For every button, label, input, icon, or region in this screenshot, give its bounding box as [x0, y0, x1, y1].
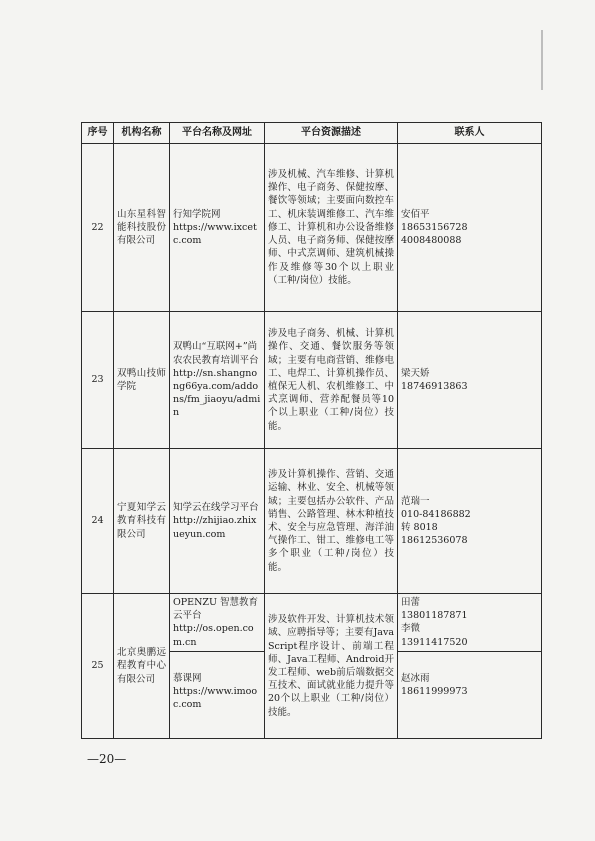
platform-name: 行知学院网 — [173, 208, 221, 220]
row-contact — [398, 594, 542, 739]
table-row — [82, 594, 542, 739]
contact-entry — [401, 365, 538, 395]
platform-name: 慕课网 — [173, 672, 202, 684]
platform-entry — [170, 651, 264, 738]
row-platform — [170, 594, 265, 739]
contact-line: 安佰平 — [401, 208, 430, 220]
platform-entry — [173, 499, 261, 543]
contact-line: 18653156728 — [401, 221, 468, 233]
contact-line: 13911417520 — [401, 636, 468, 648]
contact-line: 18746913863 — [401, 381, 468, 392]
page-number: —20— — [87, 752, 127, 766]
contact-line: 18612536078 — [401, 535, 468, 547]
header-org: 机构名称 — [114, 123, 170, 144]
table-row — [82, 144, 542, 312]
contact-entry — [401, 493, 538, 550]
row-platform — [170, 144, 265, 312]
platform-url[interactable]: http://os.open.com.cn — [173, 623, 254, 648]
table-row — [82, 449, 542, 594]
header-contact: 联系人 — [398, 123, 542, 144]
platform-url[interactable]: http://zhijiao.zhixueyun.com — [173, 515, 257, 540]
row-org: 北京奥鹏远程教育中心有限公司 — [114, 594, 170, 739]
header-platform: 平台名称及网址 — [170, 123, 265, 144]
table-header-row — [82, 123, 542, 144]
contact-line: 18611999973 — [401, 686, 468, 698]
contact-line: 4008480088 — [401, 235, 462, 247]
row-contact — [398, 144, 542, 312]
contact-entry — [401, 206, 538, 250]
contact-line: 李微 — [401, 623, 421, 635]
row-resources: 涉及软件开发、计算机技术领域、应聘指导等；主要有JavaScript程序设计、前端工程师、Java工程师、Android开发工程师、web前后端数据交互技术、面试就业能力提升等20个以上职业（工种/岗位）技能。 — [265, 594, 398, 739]
contact-line: 13801187871 — [401, 610, 468, 622]
platform-name: 知学云在线学习平台 — [173, 502, 259, 514]
platform-name: OPENZU 智慧教育云平台 — [173, 597, 259, 622]
row-org: 山东星科智能科技股份有限公司 — [114, 144, 170, 312]
contact-line: 赵冰雨 — [401, 672, 430, 684]
contact-entry — [401, 594, 538, 651]
row-org: 双鸭山技师学院 — [114, 312, 170, 449]
platform-url[interactable]: http://sn.shangnong66ya.com/addons/fm_jiaoyu/admin — [173, 367, 261, 419]
platform-url[interactable]: https://www.ixcetc.com — [173, 221, 257, 247]
platform-entry — [173, 594, 261, 651]
row-resources: 涉及电子商务、机械、计算机操作、交通、餐饮服务等领域；主要有电商营销、维修电工、电焊工、计算机操作员、植保无人机、农机维修工、中式烹调师、营养配餐员等10个以上职业（工种/岗位）技能。 — [265, 312, 398, 449]
row-seq: 24 — [82, 449, 114, 594]
contact-line: 范瑞一 — [401, 495, 430, 507]
platform-name: 双鸭山“互联网+”尚农农民教育培训平台 — [173, 341, 259, 366]
row-contact — [398, 449, 542, 594]
contact-entry — [398, 651, 541, 738]
row-org: 宁夏知学云教育科技有限公司 — [114, 449, 170, 594]
row-contact — [398, 312, 542, 449]
row-seq: 22 — [82, 144, 114, 312]
row-platform — [170, 449, 265, 594]
row-resources: 涉及机械、汽车维修、计算机操作、电子商务、保健按摩、餐饮等领域；主要面向数控车工、机床装调维修工、汽车维修工、计算机和办公设备维修人员、电子商务师、保健按摩师、中式烹调师、建筑机械操作及维修等30个以上职业（工种/岗位）技能。 — [265, 144, 398, 312]
platform-url[interactable]: https://www.imooc.com — [173, 686, 258, 711]
contact-line: 010-84186882 — [401, 508, 471, 520]
scan-edge-mark — [541, 30, 543, 90]
row-resources: 涉及计算机操作、营销、交通运输、林业、安全、机械等领域；主要包括办公软件、产品销售、公路管理、林木种植技术、安全与应急管理、海洋油气操作工、钳工、维修电工等多个职业（工种/岗位）技能。 — [265, 449, 398, 594]
platform-table — [81, 122, 542, 739]
header-resources: 平台资源描述 — [265, 123, 398, 144]
platform-entry — [173, 206, 261, 250]
contact-line: 田蕾 — [401, 597, 421, 608]
row-seq: 23 — [82, 312, 114, 449]
table-row — [82, 312, 542, 449]
row-seq: 25 — [82, 594, 114, 739]
contact-line: 梁天娇 — [401, 367, 430, 379]
contact-line: 转 8018 — [401, 522, 438, 533]
platform-entry — [173, 338, 261, 421]
header-seq: 序号 — [82, 123, 114, 144]
row-platform — [170, 312, 265, 449]
